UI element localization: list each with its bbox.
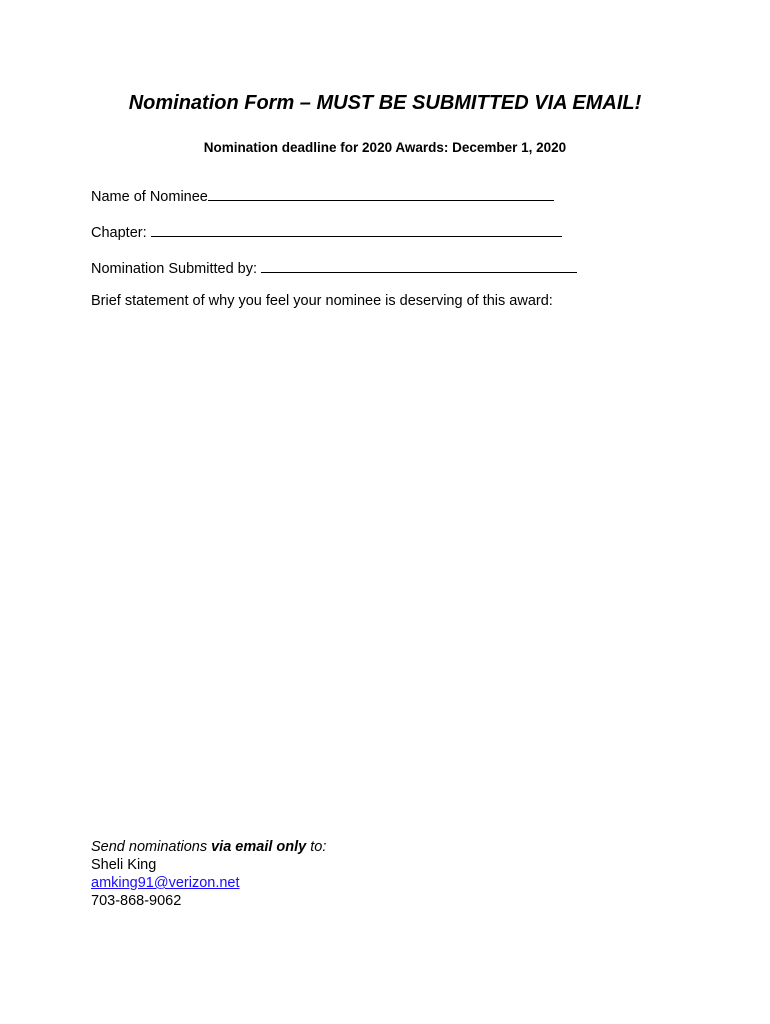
submitted-by-label: Nomination Submitted by:: [91, 261, 258, 277]
submitted-by-line[interactable]: [261, 258, 577, 273]
contact-email-link[interactable]: amking91@verizon.net: [91, 875, 240, 891]
chapter-label: Chapter:: [91, 225, 147, 241]
nominee-name-label: Name of Nominee: [91, 189, 208, 205]
contact-phone: 703-868-9062: [91, 893, 182, 909]
contact-block: [91, 838, 326, 910]
deadline-notice: Nomination deadline for 2020 Awards: December 1, 2020: [203, 140, 567, 155]
send-emphasis: via email only: [211, 839, 307, 855]
send-suffix: to:: [306, 839, 327, 855]
chapter-line[interactable]: [151, 222, 562, 237]
statement-prompt: Brief statement of why you feel your nominee is deserving of this award:: [91, 293, 553, 309]
chapter-field: [91, 222, 562, 241]
contact-name: Sheli King: [91, 857, 157, 873]
page-title: Nomination Form – MUST BE SUBMITTED VIA EMAIL!: [128, 92, 642, 114]
send-prefix: Send nominations: [91, 839, 212, 855]
nominee-name-line[interactable]: [208, 186, 554, 201]
statement-area[interactable]: [91, 320, 681, 830]
submitted-by-field: [91, 258, 577, 277]
send-instructions: [91, 838, 326, 856]
nominee-name-field: [91, 186, 554, 205]
